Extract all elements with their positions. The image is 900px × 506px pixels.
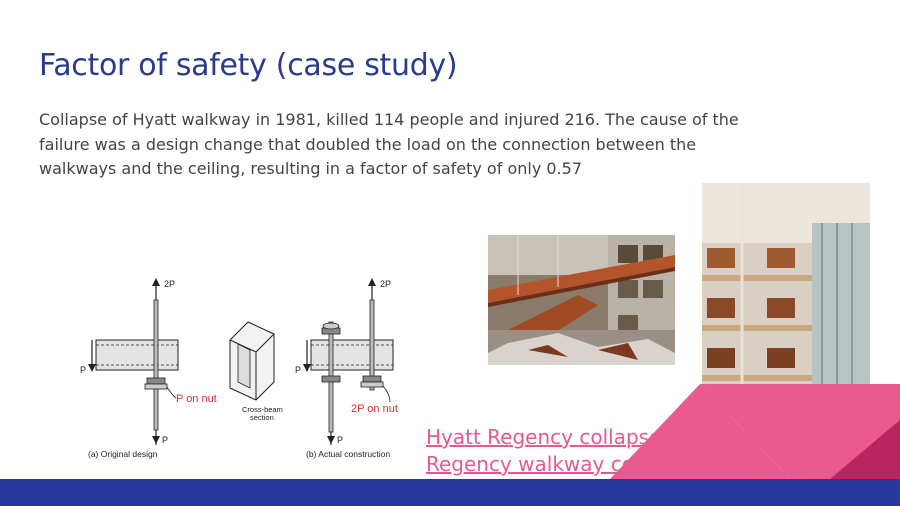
caption-original-design: (a) Original design [88,449,158,459]
label-p-bottom-left: P [162,435,169,445]
cross-beam-label-1: Cross-beam [242,405,283,414]
link-line-1[interactable]: Hyatt Regency collapse - Top view - Hyatt [426,425,843,449]
label-p-bottom-right: P [337,435,344,445]
label-2p-left: 2P [164,279,176,289]
slide-body-text: Collapse of Hyatt walkway in 1981, killed 114 people and injured 216. The cause of the failure was a design change that doubled the load on the connection between the walkways and the ceiling, resulting in a factor of safety of only 0.57 [39,110,739,178]
wikipedia-source-link[interactable] [426,424,842,478]
cross-beam-label-2: section [250,413,274,422]
link-line-2[interactable]: Regency walkway collapse - Wikipedia [426,452,811,476]
footer-bar [0,479,900,506]
label-p-on-nut: P on nut [176,393,217,405]
label-2p-right: 2P [380,279,392,289]
label-2p-on-nut: 2P on nut [351,403,398,415]
label-p-right-side: P [295,365,302,375]
caption-actual-construction: (b) Actual construction [306,449,391,459]
slide-title: Factor of safety (case study) [39,48,458,83]
label-p-left-side: P [80,365,87,375]
